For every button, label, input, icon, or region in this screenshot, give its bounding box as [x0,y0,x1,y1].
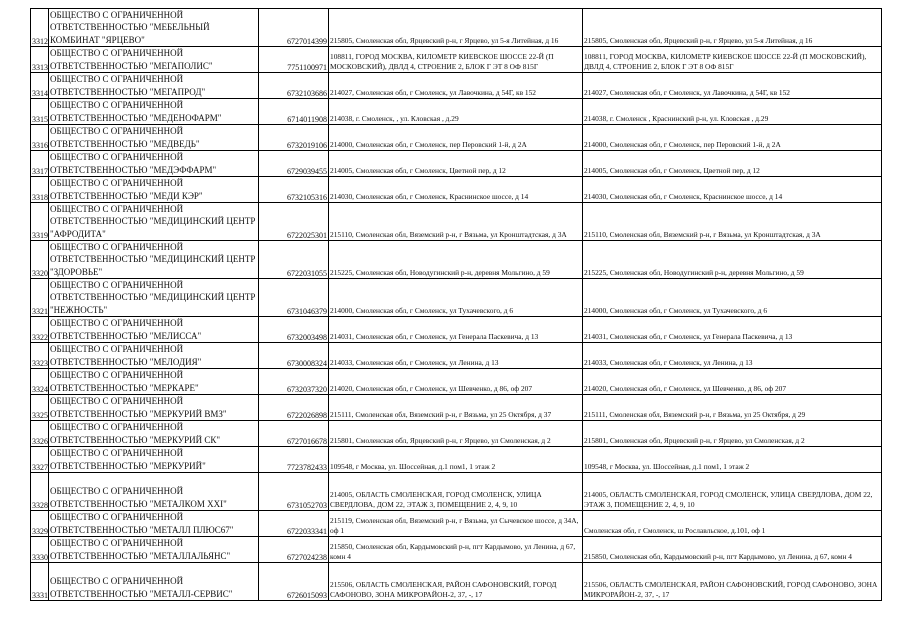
inn-code: 6731052703 [259,473,329,511]
organization-name: ОБЩЕСТВО С ОГРАНИЧЕННОЙ ОТВЕТСТВЕННОСТЬЮ "МЕРКАРЕ" [49,369,259,395]
inn-code: 6726015093 [259,563,329,601]
row-number: 3319 [31,203,49,241]
actual-address: 215850, Смоленская обл, Кардымовский р-н, пгт Кардымово, ул Ленина, д 67, комн 4 [583,537,882,563]
inn-code: 6727024238 [259,537,329,563]
row-number: 3328 [31,473,49,511]
actual-address: 214000, Смоленская обл, г Смоленск, ул Тухачевского, д 6 [583,279,882,317]
legal-address: 214038, г. Смоленск, , ул. Кловская , д.29 [329,99,583,125]
legal-address: 108811, ГОРОД МОСКВА, КИЛОМЕТР КИЕВСКОЕ ШОССЕ 22-Й (П МОСКОВСКИЙ), ДВЛД 4, СТРОЕНИЕ 2, БЛОК Г ЭТ 8 ОФ 815Г [329,47,583,73]
legal-address: 214005, Смоленская обл, г Смоленск, Цветной пер, д 12 [329,151,583,177]
legal-address: 214005, ОБЛАСТЬ СМОЛЕНСКАЯ, ГОРОД СМОЛЕНСК, УЛИЦА СВЕРДЛОВА, ДОМ 22, ЭТАЖ 3, ПОМЕЩЕНИЕ 2, 4, 9, 10 [329,473,583,511]
inn-code: 6729039455 [259,151,329,177]
legal-address: 215110, Смоленская обл, Вяземский р-н, г Вязьма, ул Кронштадтская, д 3А [329,203,583,241]
row-number: 3318 [31,177,49,203]
organization-name: ОБЩЕСТВО С ОГРАНИЧЕННОЙ ОТВЕТСТВЕННОСТЬЮ "МЕЛИССА" [49,317,259,343]
organization-name: ОБЩЕСТВО С ОГРАНИЧЕННОЙ ОТВЕТСТВЕННОСТЬЮ "МЕРКУРИЙ" [49,447,259,473]
inn-code: 6732003498 [259,317,329,343]
table-row [31,125,882,151]
legal-address: 214000, Смоленская обл, г Смоленск, пер Перовский 1-й, д 2А [329,125,583,151]
table-row [31,563,882,601]
organization-name: ОБЩЕСТВО С ОГРАНИЧЕННОЙ ОТВЕТСТВЕННОСТЬЮ "МЕРКУРИЙ СК" [49,421,259,447]
table-row [31,447,882,473]
actual-address: 214020, Смоленская обл, г Смоленск, ул Шевченко, д 86, оф 207 [583,369,882,395]
row-number: 3330 [31,537,49,563]
organization-name: ОБЩЕСТВО С ОГРАНИЧЕННОЙ ОТВЕТСТВЕННОСТЬЮ "МЕДЕНОФАРМ" [49,99,259,125]
inn-code: 6732019106 [259,125,329,151]
inn-code: 6732037320 [259,369,329,395]
legal-address: 214030, Смоленская обл, г Смоленск, Краснинское шоссе, д 14 [329,177,583,203]
actual-address: 109548, г Москва, ул. Шоссейная, д.1 пом1, 1 этаж 2 [583,447,882,473]
legal-address: 214027, Смоленская обл, г Смоленск, ул Лавочкина, д 54Г, кв 152 [329,73,583,99]
row-number: 3329 [31,511,49,537]
table-row [31,421,882,447]
organization-name: ОБЩЕСТВО С ОГРАНИЧЕННОЙ ОТВЕТСТВЕННОСТЬЮ "МЕЛОДИЯ" [49,343,259,369]
inn-code: 6722031055 [259,241,329,279]
row-number: 3312 [31,9,49,47]
inn-code: 6727014399 [259,9,329,47]
legal-address: 215805, Смоленская обл, Ярцевский р-н, г Ярцево, ул 5-я Литейная, д 16 [329,9,583,47]
inn-code: 6714011908 [259,99,329,125]
table-row [31,9,882,47]
table-row [31,537,882,563]
legal-address: 215801, Смоленская обл, Ярцевский р-н, г Ярцево, ул Смоленская, д 2 [329,421,583,447]
inn-code: 6731046379 [259,279,329,317]
actual-address: 214038, г. Смоленск , Краснинский р-н, ул. Кловская , д.29 [583,99,882,125]
table-row [31,279,882,317]
actual-address: 215110, Смоленская обл, Вяземский р-н, г Вязьма, ул Кронштадтская, д 3А [583,203,882,241]
actual-address: 214005, ОБЛАСТЬ СМОЛЕНСКАЯ, ГОРОД СМОЛЕНСК, УЛИЦА СВЕРДЛОВА, ДОМ 22, ЭТАЖ 3, ПОМЕЩЕНИЕ 2, 4, 9, 10 [583,473,882,511]
organization-name: ОБЩЕСТВО С ОГРАНИЧЕННОЙ ОТВЕТСТВЕННОСТЬЮ "МЕДВЕДЬ" [49,125,259,151]
legal-address: 215119, Смоленская обл, Вяземский р-н, г Вязьма, ул Сычевское шоссе, д 34А, оф 1 [329,511,583,537]
legal-address: 214000, Смоленская обл, г Смоленск, ул Тухачевского, д 6 [329,279,583,317]
inn-code: 6722033341 [259,511,329,537]
inn-code: 6722026898 [259,395,329,421]
organization-name: ОБЩЕСТВО С ОГРАНИЧЕННОЙ ОТВЕТСТВЕННОСТЬЮ "МЕДИЦИНСКИЙ ЦЕНТР "ЗДОРОВЬЕ" [49,241,259,279]
table-row [31,395,882,421]
organization-name: ОБЩЕСТВО С ОГРАНИЧЕННОЙ ОТВЕТСТВЕННОСТЬЮ "МЕРКУРИЙ ВМЗ" [49,395,259,421]
table-row [31,203,882,241]
inn-code: 6722025301 [259,203,329,241]
row-number: 3320 [31,241,49,279]
actual-address: 215805, Смоленская обл, Ярцевский р-н, г Ярцево, ул 5-я Литейная, д 16 [583,9,882,47]
inn-code: 7751100971 [259,47,329,73]
row-number: 3317 [31,151,49,177]
legal-address: 214033, Смоленская обл, г Смоленск, ул Ленина, д 13 [329,343,583,369]
legal-address: 214031, Смоленская обл, г Смоленск, ул Генерала Паскевича, д 13 [329,317,583,343]
legal-address: 215225, Смоленская обл, Новодугинский р-н, деревня Мольгино, д 59 [329,241,583,279]
row-number: 3327 [31,447,49,473]
organization-name: ОБЩЕСТВО С ОГРАНИЧЕННОЙ ОТВЕТСТВЕННОСТЬЮ "МЕДИЦИНСКИЙ ЦЕНТР "НЕЖНОСТЬ" [49,279,259,317]
row-number: 3331 [31,563,49,601]
organization-name: ОБЩЕСТВО С ОГРАНИЧЕННОЙ ОТВЕТСТВЕННОСТЬЮ "МЕГАПРОД" [49,73,259,99]
table-row [31,241,882,279]
organization-name: ОБЩЕСТВО С ОГРАНИЧЕННОЙ ОТВЕТСТВЕННОСТЬЮ "МЕБЕЛЬНЫЙ КОМБИНАТ "ЯРЦЕВО" [49,9,259,47]
row-number: 3322 [31,317,49,343]
organization-name: ОБЩЕСТВО С ОГРАНИЧЕННОЙ ОТВЕТСТВЕННОСТЬЮ "МЕГАПОЛИС" [49,47,259,73]
legal-address: 215111, Смоленская обл, Вяземский р-н, г Вязьма, ул 25 Октября, д 37 [329,395,583,421]
row-number: 3314 [31,73,49,99]
actual-address: 108811, ГОРОД МОСКВА, КИЛОМЕТР КИЕВСКОЕ ШОССЕ 22-Й (П МОСКОВСКИЙ), ДВЛД 4, СТРОЕНИЕ 2, БЛОК Г ЭТ 8 ОФ 815Г [583,47,882,73]
row-number: 3323 [31,343,49,369]
table-row [31,343,882,369]
inn-code: 6730008324 [259,343,329,369]
row-number: 3324 [31,369,49,395]
organization-name: ОБЩЕСТВО С ОГРАНИЧЕННОЙ ОТВЕТСТВЕННОСТЬЮ "МЕТАЛЛАЛЬЯНС" [49,537,259,563]
organization-name: ОБЩЕСТВО С ОГРАНИЧЕННОЙ ОТВЕТСТВЕННОСТЬЮ "МЕТАЛЛ ПЛЮС67" [49,511,259,537]
inn-code: 6727016678 [259,421,329,447]
row-number: 3326 [31,421,49,447]
organization-name: ОБЩЕСТВО С ОГРАНИЧЕННОЙ ОТВЕТСТВЕННОСТЬЮ "МЕДИ КЭР" [49,177,259,203]
actual-address: Смоленская обл, г Смоленск, ш Рославльское, д.101, оф 1 [583,511,882,537]
actual-address: 214005, Смоленская обл, г Смоленск, Цветной пер, д 12 [583,151,882,177]
inn-code: 7723782433 [259,447,329,473]
table-row [31,73,882,99]
actual-address: 215506, ОБЛАСТЬ СМОЛЕНСКАЯ, РАЙОН САФОНОВСКИЙ, ГОРОД САФОНОВО, ЗОНА МИКРОРАЙОН-2, 37, -, 17 [583,563,882,601]
organization-name: ОБЩЕСТВО С ОГРАНИЧЕННОЙ ОТВЕТСТВЕННОСТЬЮ "МЕТАЛЛ-СЕРВИС" [49,563,259,601]
organization-name: ОБЩЕСТВО С ОГРАНИЧЕННОЙ ОТВЕТСТВЕННОСТЬЮ "МЕДЭФФАРМ" [49,151,259,177]
table-row [31,99,882,125]
organization-name: ОБЩЕСТВО С ОГРАНИЧЕННОЙ ОТВЕТСТВЕННОСТЬЮ "МЕДИЦИНСКИЙ ЦЕНТР "АФРОДИТА" [49,203,259,241]
row-number: 3313 [31,47,49,73]
row-number: 3321 [31,279,49,317]
row-number: 3316 [31,125,49,151]
table-row [31,177,882,203]
actual-address: 215111, Смоленская обл, Вяземский р-н, г Вязьма, ул 25 Октября, д 29 [583,395,882,421]
table-row [31,317,882,343]
table-row [31,473,882,511]
registry-sheet [30,8,881,601]
table-row [31,151,882,177]
registry-table [30,8,882,601]
legal-address: 214020, Смоленская обл, г Смоленск, ул Шевченко, д 86, оф 207 [329,369,583,395]
inn-code: 6732103686 [259,73,329,99]
table-row [31,47,882,73]
actual-address: 214031, Смоленская обл, г Смоленск, ул Генерала Паскевича, д 13 [583,317,882,343]
row-number: 3315 [31,99,49,125]
inn-code: 6732105316 [259,177,329,203]
actual-address: 215801, Смоленская обл, Ярцевский р-н, г Ярцево, ул Смоленская, д 2 [583,421,882,447]
actual-address: 214030, Смоленская обл, г Смоленск, Краснинское шоссе, д 14 [583,177,882,203]
legal-address: 215850, Смоленская обл, Кардымовский р-н, пгт Кардымово, ул Ленина, д 67, комн 4 [329,537,583,563]
actual-address: 215225, Смоленская обл, Новодугинский р-н, деревня Мольгино, д 59 [583,241,882,279]
table-row [31,369,882,395]
organization-name: ОБЩЕСТВО С ОГРАНИЧЕННОЙ ОТВЕТСТВЕННОСТЬЮ "МЕТАЛКОМ XXI" [49,473,259,511]
legal-address: 109548, г Москва, ул. Шоссейная, д.1 пом1, 1 этаж 2 [329,447,583,473]
actual-address: 214027, Смоленская обл, г Смоленск, ул Лавочкина, д 54Г, кв 152 [583,73,882,99]
actual-address: 214000, Смоленская обл, г Смоленск, пер Перовский 1-й, д 2А [583,125,882,151]
table-row [31,511,882,537]
legal-address: 215506, ОБЛАСТЬ СМОЛЕНСКАЯ, РАЙОН САФОНОВСКИЙ, ГОРОД САФОНОВО, ЗОНА МИКРОРАЙОН-2, 37, -, 17 [329,563,583,601]
row-number: 3325 [31,395,49,421]
actual-address: 214033, Смоленская обл, г Смоленск, ул Ленина, д 13 [583,343,882,369]
